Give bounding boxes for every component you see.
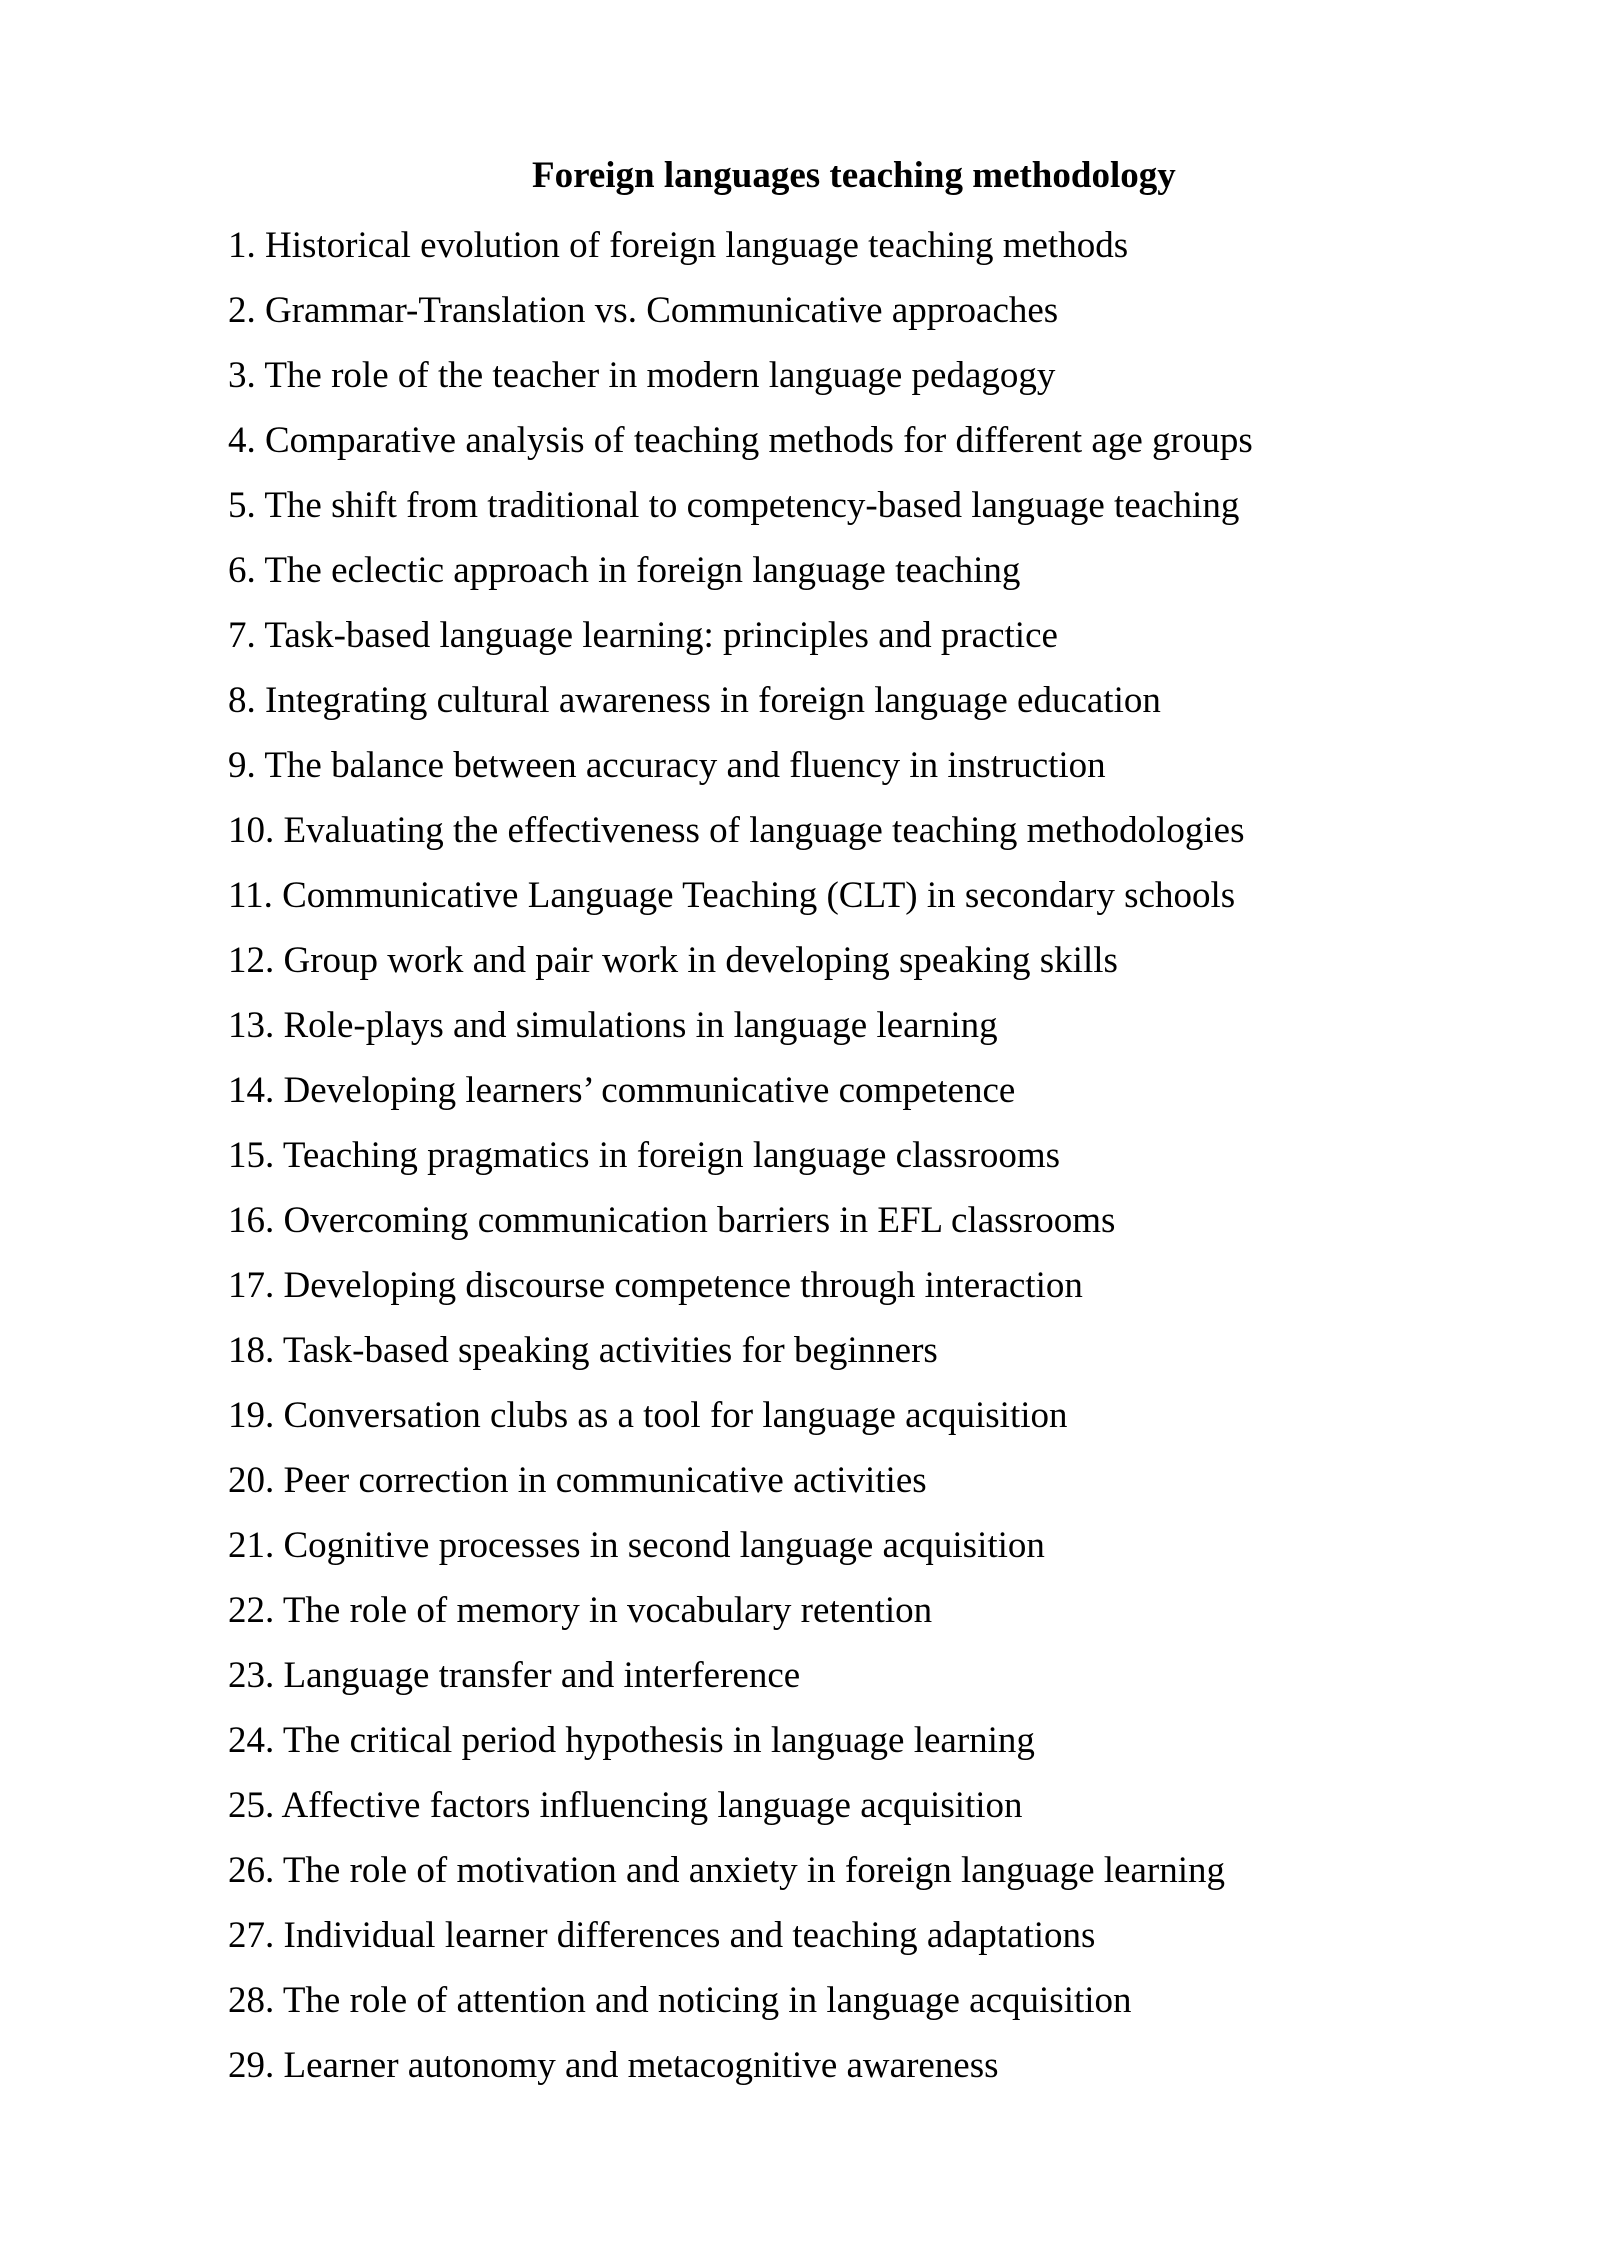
- list-item: 8. Integrating cultural awareness in foreign language education: [228, 680, 1161, 721]
- document-title: Foreign languages teaching methodology: [532, 155, 1176, 196]
- list-item: 28. The role of attention and noticing in language acquisition: [228, 1980, 1132, 2021]
- list-item: 17. Developing discourse competence through interaction: [228, 1265, 1083, 1306]
- list-item: 12. Group work and pair work in developing speaking skills: [228, 940, 1118, 981]
- topic-list: [228, 213, 1428, 2098]
- list-item: 21. Cognitive processes in second language acquisition: [228, 1525, 1045, 1566]
- list-item: 27. Individual learner differences and teaching adaptations: [228, 1915, 1096, 1956]
- list-item: 23. Language transfer and interference: [228, 1655, 801, 1696]
- list-item: 6. The eclectic approach in foreign language teaching: [228, 550, 1021, 591]
- list-item: 19. Conversation clubs as a tool for language acquisition: [228, 1395, 1068, 1436]
- list-item: 13. Role-plays and simulations in language learning: [228, 1005, 998, 1046]
- list-item: 26. The role of motivation and anxiety in foreign language learning: [228, 1850, 1225, 1891]
- list-item: 3. The role of the teacher in modern language pedagogy: [228, 355, 1056, 396]
- list-item: 24. The critical period hypothesis in language learning: [228, 1720, 1035, 1761]
- list-item: 5. The shift from traditional to competency-based language teaching: [228, 485, 1240, 526]
- list-item: 22. The role of memory in vocabulary retention: [228, 1590, 933, 1631]
- list-item: 2. Grammar-Translation vs. Communicative approaches: [228, 290, 1059, 331]
- list-item: 16. Overcoming communication barriers in EFL classrooms: [228, 1200, 1116, 1241]
- list-item: 1. Historical evolution of foreign language teaching methods: [228, 225, 1129, 266]
- list-item: 10. Evaluating the effectiveness of language teaching methodologies: [228, 810, 1245, 851]
- list-item: 20. Peer correction in communicative activities: [228, 1460, 927, 1501]
- list-item: 18. Task-based speaking activities for beginners: [228, 1330, 938, 1371]
- list-item: 9. The balance between accuracy and fluency in instruction: [228, 745, 1106, 786]
- list-item: 11. Communicative Language Teaching (CLT) in secondary schools: [228, 875, 1236, 916]
- list-item: 7. Task-based language learning: principles and practice: [228, 615, 1058, 656]
- list-item: 4. Comparative analysis of teaching methods for different age groups: [228, 420, 1253, 461]
- list-item: 29. Learner autonomy and metacognitive awareness: [228, 2045, 999, 2086]
- list-item: 15. Teaching pragmatics in foreign language classrooms: [228, 1135, 1061, 1176]
- list-item: 25. Affective factors influencing language acquisition: [228, 1785, 1023, 1826]
- list-item: 14. Developing learners’ communicative competence: [228, 1070, 1016, 1111]
